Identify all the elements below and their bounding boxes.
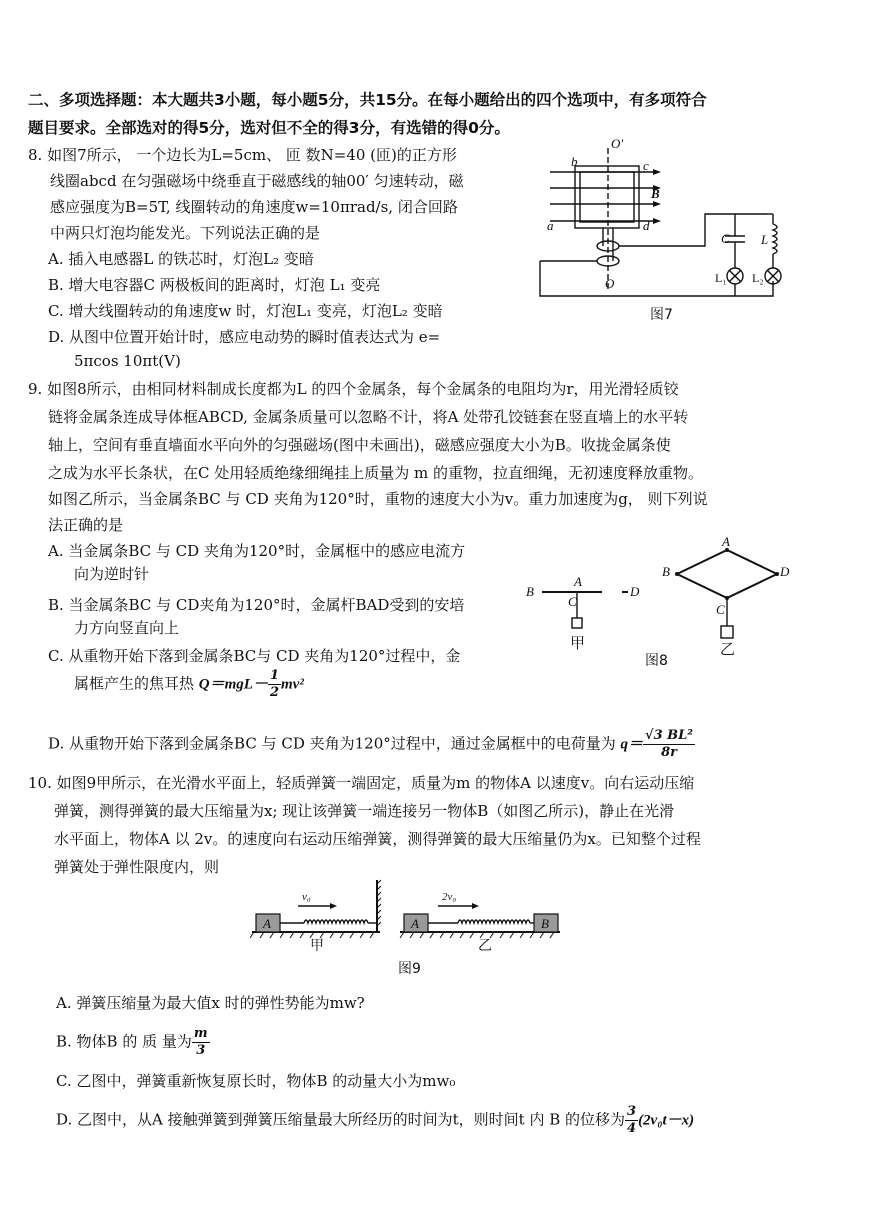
q10-option-d-fraction: $\frac{3}{4}$ xyxy=(627,1104,637,1136)
q8-option-c: C. 增大线圈转动的角速度w 时，灯泡L₁ 变亮，灯泡L₂ 变暗 xyxy=(48,302,443,320)
q9-option-b-line2: 力方向竖直向上 xyxy=(74,619,180,637)
q9-stem-line1: 9. 如图8所示，由相同材料制成长度都为L 的四个金属条，每个金属条的电阻均为r，用光滑轻质铰 xyxy=(28,380,679,398)
q9-option-c-text: 属框产生的焦耳热 xyxy=(74,674,195,693)
fig7-label-L: L xyxy=(761,232,769,247)
figure-9-caption: 图9 xyxy=(398,961,421,977)
q9-option-a-line2: 向为逆时针 xyxy=(74,565,150,583)
fig7-label-o-bottom: O xyxy=(605,276,615,291)
fig7-label-d: d xyxy=(643,218,650,233)
q10-option-b xyxy=(56,1026,210,1059)
q9-option-c-line2 xyxy=(74,668,304,701)
figure-7-caption: 图7 xyxy=(650,307,673,323)
q9-stem-line5: 如图乙所示，当金属条BC 与 CD 夹角为120°时，重物的速度大小为v。重力加速度为g， 则下列说 xyxy=(48,490,708,508)
fig8-label-a1: A xyxy=(574,574,582,589)
q9-stem-line3: 轴上，空间有垂直墙面水平向外的匀强磁场(图中未画出)，磁感应强度大小为B。收拢金属条使 xyxy=(48,436,671,454)
q9-option-c-line1: C. 从重物开始下落到金属条BC与 CD 夹角为120°过程中，金 xyxy=(48,647,461,665)
fig7-label-L2: L₂ xyxy=(752,271,764,285)
q8-option-a: A. 插入电感器L 的铁芯时，灯泡L₂ 变暗 xyxy=(48,250,314,268)
q8-option-d: D. 从图中位置开始计时，感应电动势的瞬时值表达式为 e= xyxy=(48,328,441,346)
q8-stem-line2: 线圈abcd 在匀强磁场中绕垂直于磁感线的轴00′ 匀速转动，磁 xyxy=(50,172,464,190)
fig7-label-a: a xyxy=(547,218,554,233)
q8-option-b: B. 增大电容器C 两极板间的距离时，灯泡 L₁ 变亮 xyxy=(48,276,381,294)
q9-stem-line6: 法正确的是 xyxy=(48,516,124,534)
q10-option-c: C. 乙图中，弹簧重新恢复原长时，物体B 的动量大小为mw₀ xyxy=(56,1072,456,1090)
fig8-label-a2: A xyxy=(722,534,730,549)
q9-option-a-line1: A. 当金属条BC 与 CD 夹角为120°时，金属框中的感应电流方 xyxy=(48,542,466,560)
figure-9-diagram xyxy=(250,876,570,952)
q10-stem-line4: 弹簧处于弹性限度内，则 xyxy=(54,858,220,876)
section-header-line1: 二、多项选择题：本大题共3小题，每小题5分，共15分。在每小题给出的四个选项中，有多项符合 xyxy=(28,91,707,109)
q9-option-d-text: D. 从重物开始下落到金属条BC 与 CD 夹角为120°过程中，通过金属框中的电荷量为 xyxy=(48,734,616,753)
figure-7-diagram xyxy=(535,136,795,308)
q10-option-d-text: D. 乙图中，从A 接触弹簧到弹簧压缩量最大所经历的时间为t，则时间t 内 B 的位移为 xyxy=(56,1110,626,1129)
fig9-label-2v0: 2v₀ xyxy=(442,891,457,903)
q10-option-a: A. 弹簧压缩量为最大值x 时的弹性势能为mw? xyxy=(56,994,365,1012)
fig9-label-a2: A xyxy=(411,916,419,931)
q10-stem-line1: 10. 如图9甲所示，在光滑水平面上，轻质弹簧一端固定，质量为m 的物体A 以速度v。向右运动压缩 xyxy=(28,774,695,792)
fig9-label-a1: A xyxy=(263,916,271,931)
fig8-label-yi: 乙 xyxy=(720,642,736,658)
q9-option-c-fraction: $\frac{1}{2}$ xyxy=(269,668,280,700)
q10-option-d xyxy=(56,1104,694,1137)
q10-option-b-text: B. 物体B 的 质 量为 xyxy=(56,1032,192,1051)
fig9-label-b: B xyxy=(541,916,549,931)
figure-8-caption: 图8 xyxy=(645,653,668,669)
q10-option-d-formula-tail: (2v₀t－x) xyxy=(638,1112,695,1129)
fig9-label-yi: 乙 xyxy=(478,939,492,952)
q9-stem-line4: 之成为水平长条状，在C 处用轻质绝缘细绳挂上质量为 m 的重物，拉直细绳，无初速度释放重物。 xyxy=(48,464,704,482)
q9-stem-line2: 链将金属条连成导体框ABCD, 金属条质量可以忽略不计，将A 处带孔饺链套在竖直墙上的水平转 xyxy=(48,408,689,426)
fig8-label-d1: D xyxy=(630,584,640,599)
fig7-label-b: b xyxy=(571,154,578,169)
fig8-label-c1: C xyxy=(568,594,577,609)
fig8-label-d2: D xyxy=(780,564,790,579)
section-header-line2: 题目要求。全部选对的得5分，选对但不全的得3分，有选错的得0分。 xyxy=(28,119,510,137)
q8-option-d-cont: 5πcos 10πt(V) xyxy=(74,352,181,370)
q9-option-b-line1: B. 当金属条BC 与 CD夹角为120°时，金属杆BAD受到的安培 xyxy=(48,596,465,614)
fig8-label-b2: B xyxy=(662,564,670,579)
fig7-label-B: B xyxy=(651,186,660,201)
q10-option-b-fraction: $\frac{m}{3}$ xyxy=(193,1026,208,1058)
fig9-label-jia: 甲 xyxy=(310,939,324,952)
q10-stem-line3: 水平面上，物体A 以 2v。的速度向右运动压缩弹簧，测得弹簧的最大压缩量仍为x。已知整个过程 xyxy=(54,830,701,848)
fig8-label-jia: 甲 xyxy=(570,636,586,652)
fig8-label-c2: C xyxy=(716,602,725,617)
fig8-label-b1: B xyxy=(526,584,534,599)
q9-option-d-fraction: $\frac{\text{√3 BL²}}{8r}$ xyxy=(645,728,693,760)
q10-stem-line2: 弹簧，测得弹簧的最大压缩量为x; 现让该弹簧一端连接另一物体B（如图乙所示)，静止在光滑 xyxy=(54,802,675,820)
fig7-label-o-top: O′ xyxy=(611,136,624,151)
q9-option-d xyxy=(48,728,695,761)
q9-option-c-formula-lhs: Q＝mgL－ xyxy=(198,676,268,693)
fig7-label-L1: L₁ xyxy=(715,271,727,285)
q9-option-d-formula-lhs: q＝ xyxy=(620,736,644,753)
q8-stem-line3: 感应强度为B=5T, 线圈转动的角速度w=10πrad/s, 闭合回路 xyxy=(50,198,458,216)
figure-8-diagram xyxy=(522,534,792,664)
fig7-label-C: C xyxy=(721,231,730,246)
fig7-label-c: c xyxy=(643,158,649,173)
q9-option-c-formula-tail: mv² xyxy=(281,676,304,693)
q8-stem-line1: 8. 如图7所示， 一个边长为L=5cm、 匝 数N=40 (匝)的正方形 xyxy=(28,146,457,164)
q8-stem-line4: 中两只灯泡均能发光。下列说法正确的是 xyxy=(50,224,321,242)
fig9-label-v0: v₀ xyxy=(302,891,311,903)
